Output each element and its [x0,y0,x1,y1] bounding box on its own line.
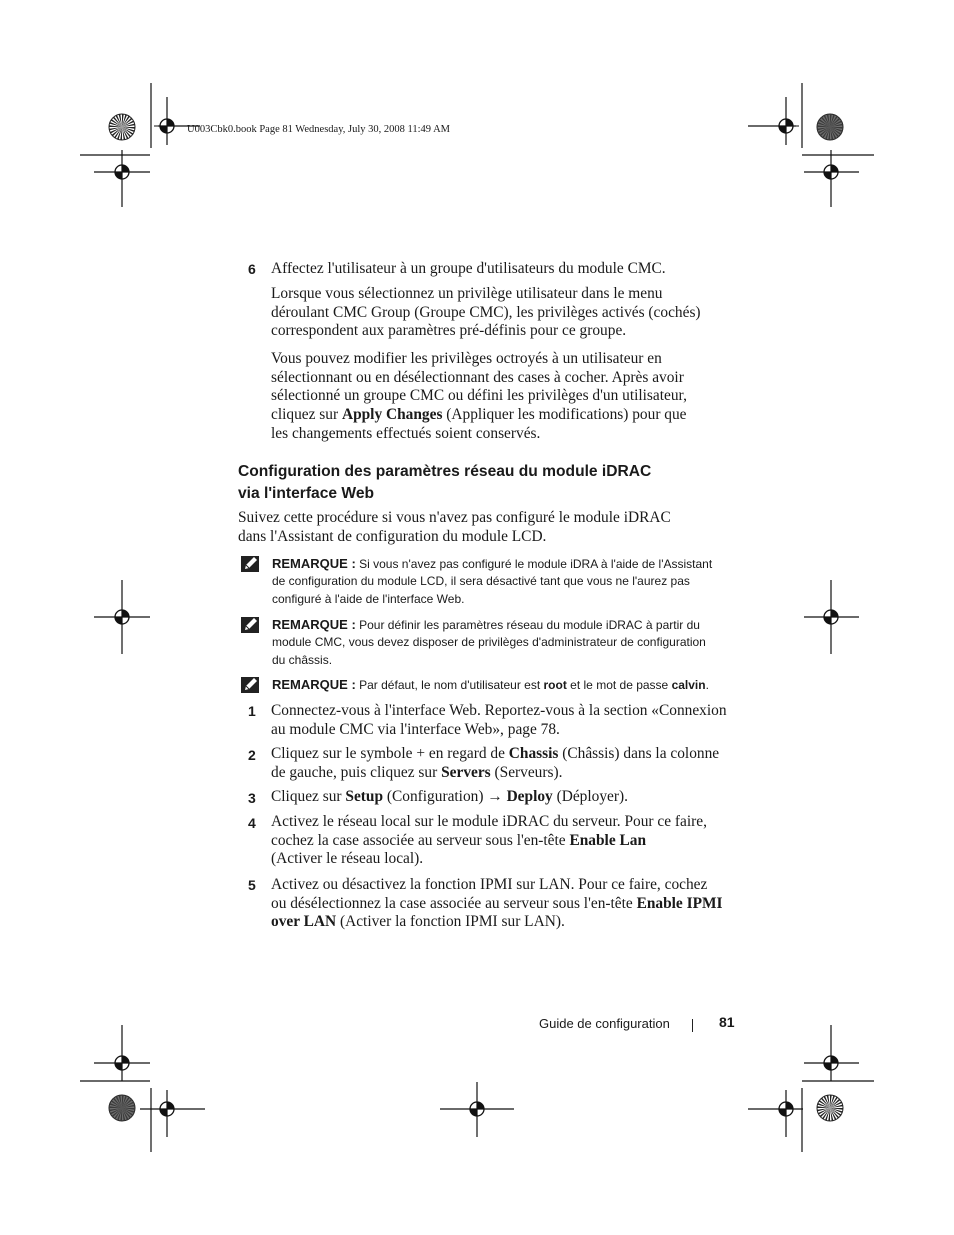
text-run: (Serveurs). [490,763,563,781]
text-run: (Déployer). [552,788,628,805]
step-6-paragraph-1 [271,285,741,341]
heading-line: via l'interface Web [238,484,375,502]
text-line: du châssis. [272,652,333,667]
ui-term: Enable Lan [569,831,647,849]
step-number: 3 [248,790,256,806]
text-line [272,616,742,634]
text-run: Si vous n'avez pas configuré le module iDRA à l'aide de l'Assistant [359,557,713,571]
text-run: (Activer la fonction IPMI sur LAN). [336,913,565,931]
default-password: calvin [671,678,706,692]
print-slug: U003Cbk0.book Page 81 Wednesday, July 30, 2008 11:49 AM [187,124,451,135]
section-heading [238,461,738,504]
default-username: root [543,678,567,692]
text-run: et le mot de passe [566,678,672,692]
ui-term: Deploy [506,788,553,805]
step-number: 2 [248,747,256,763]
text-run: . [705,678,709,692]
text-line: au module CMC via l'interface Web», page 78. [271,720,560,738]
text-line: Activez le réseau local sur le module iDRAC du serveur. Pour ce faire, [271,813,707,830]
step-4-text [271,813,741,869]
text-line: Vous pouvez modifier les privilèges octroyés à un utilisateur en [271,350,662,367]
text-run: Pour définir les paramètres réseau du module iDRAC à partir du [359,618,700,632]
ui-term: over LAN [271,913,337,931]
starburst-target-icon [109,114,135,140]
text-line: (Activer le réseau local). [271,850,424,868]
ui-term: Setup [345,788,384,805]
text-line: module CMC, vous devez disposer de privilèges d'administrateur de configuration [272,635,706,650]
text-line: sélectionné un groupe CMC ou défini les privilèges d'un utilisateur, [271,387,687,405]
text-line [271,788,741,807]
footer-guide-title: Guide de configuration [539,1016,670,1031]
note-label: REMARQUE : [272,677,356,692]
text-line: de configuration du module LCD, il sera désactivé tant que vous ne l'aurez pas [272,574,690,589]
text-line: correspondent aux paramètres pré-définis pour ce groupe. [271,322,627,340]
note-3 [272,676,742,694]
text-line: déroulant CMC Group (Groupe CMC), les privilèges activés (cochés) [271,303,701,321]
pencil-note-icon [240,616,260,634]
text-line: configuré à l'aide de l'interface Web. [272,591,465,606]
ui-term: Enable IPMI [636,894,723,912]
text-line [271,913,741,932]
step-number: 5 [248,877,256,893]
note-label: REMARQUE : [272,556,356,571]
step-6-text: Affectez l'utilisateur à un groupe d'utilisateurs du module CMC. [271,260,666,277]
heading-line: Configuration des paramètres réseau du module iDRAC [238,463,652,480]
starburst-target-icon [817,1095,843,1121]
text-run: (Châssis) dans la colonne [558,745,720,762]
footer-separator [692,1019,693,1032]
step-number: 1 [248,703,256,719]
text-line [271,895,741,914]
ui-term: Apply Changes [341,406,443,424]
page-number: 81 [719,1014,735,1030]
text-line: Activez ou désactivez la fonction IPMI sur LAN. Pour ce faire, cochez [271,876,708,893]
ui-term: Servers [441,763,491,781]
text-run: ou désélectionnez la case associée au serveur sous l'en-tête [271,894,637,912]
pencil-note-icon [240,555,260,573]
text-run: Par défaut, le nom d'utilisateur est [359,678,544,692]
starburst-target-icon [109,1095,135,1121]
text-run: Cliquez sur le symbole + en regard de [271,745,509,762]
ui-term: Chassis [508,745,559,762]
text-line: les changements effectués soient conservés. [271,424,541,442]
step-6-paragraph-2 [271,350,741,444]
text-line: Connectez-vous à l'interface Web. Reportez-vous à la section «Connexion [271,702,727,719]
starburst-target-icon [817,114,843,140]
text-run: (Configuration) → [383,788,507,805]
step-number: 6 [248,261,256,277]
text-run: Cliquez sur [271,788,346,805]
step-number: 4 [248,815,256,831]
note-label: REMARQUE : [272,617,356,632]
text-line [271,406,741,425]
text-line: Lorsque vous sélectionnez un privilège utilisateur dans le menu [271,285,663,302]
text-line [271,832,741,851]
text-line: Suivez cette procédure si vous n'avez pas configuré le module iDRAC [238,509,671,526]
text-run: (Appliquer les modifications) pour que [442,406,687,424]
text-run: cliquez sur [271,406,342,424]
note-1 [272,555,742,608]
text-line: sélectionnant ou en désélectionnant des cases à cocher. Après avoir [271,368,684,386]
step-5-text [271,876,741,932]
text-run: cochez la case associée au serveur sous l'en-tête [271,831,570,849]
intro-paragraph [238,509,738,546]
text-line [271,764,741,783]
text-line: dans l'Assistant de configuration du module LCD. [238,527,547,545]
text-line [272,676,742,694]
text-line [271,745,741,764]
step-2-text [271,745,741,782]
note-2 [272,616,742,669]
pencil-note-icon [240,676,260,694]
text-run: de gauche, puis cliquez sur [271,763,442,781]
step-1-text [271,702,741,739]
step-3-text [271,788,741,807]
text-line [272,555,742,573]
